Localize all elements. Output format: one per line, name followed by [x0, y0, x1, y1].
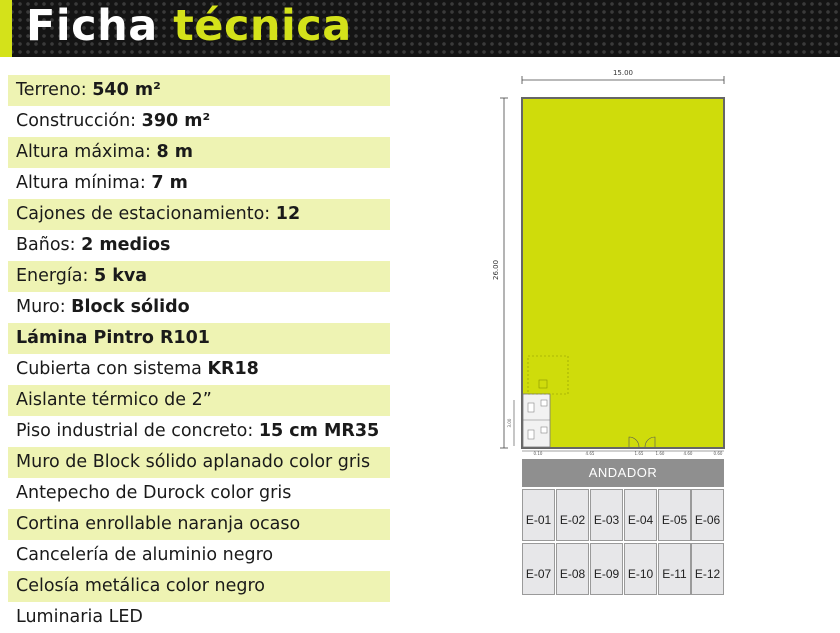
parking-stall: E-10 — [624, 543, 657, 595]
toilet-icon — [528, 430, 534, 439]
sink-icon — [541, 427, 547, 433]
spec-label: Antepecho de Durock color gris — [16, 483, 292, 503]
parking-stall: E-12 — [691, 543, 724, 595]
spec-label: Baños: — [16, 235, 82, 255]
bottom-dim-label: 4.60 — [683, 451, 693, 456]
bottom-dim-label: 0.60 — [713, 451, 723, 456]
spec-label: Terreno: — [16, 80, 93, 100]
parking-area — [522, 489, 724, 595]
spec-value: 5 kva — [93, 266, 148, 286]
width-dimension-label: 15.00 — [612, 69, 634, 77]
spec-value: 12 — [275, 204, 301, 224]
parking-stall: E-01 — [522, 489, 555, 541]
spec-value: Block sólido — [71, 297, 190, 317]
spec-label: Cancelería de aluminio negro — [16, 545, 274, 565]
spec-value: 390 m² — [141, 111, 211, 131]
warehouse-floor — [523, 99, 723, 447]
spec-label: Muro de Block sólido aplanado color gris — [16, 452, 371, 472]
spec-label: Luminaria LED — [16, 607, 143, 627]
spec-value: Lámina Pintro R101 — [16, 328, 210, 348]
spec-label: Piso industrial de concreto: — [16, 421, 259, 441]
spec-value: 540 m² — [92, 80, 161, 100]
spec-value: 8 m — [156, 142, 194, 162]
parking-stall: E-09 — [590, 543, 623, 595]
spec-label: Altura máxima: — [16, 142, 157, 162]
spec-label: Cubierta con sistema — [16, 359, 208, 379]
spec-value: 15 cm MR35 — [258, 421, 380, 441]
spec-value: KR18 — [207, 359, 259, 379]
bottom-dim-label: 0.10 — [533, 451, 543, 456]
title-part-2: técnica — [173, 1, 352, 51]
spec-label: Celosía metálica color negro — [16, 576, 265, 596]
parking-stall: E-02 — [556, 489, 589, 541]
parking-stall: E-05 — [658, 489, 691, 541]
spec-label: Altura mínima: — [16, 173, 152, 193]
parking-stall: E-07 — [522, 543, 555, 595]
bottom-dim-label: 1.60 — [655, 451, 665, 456]
depth-dimension — [492, 98, 508, 448]
width-dimension — [522, 69, 724, 84]
spec-label: Muro: — [16, 297, 72, 317]
spec-label: Construcción: — [16, 111, 142, 131]
bottom-dim-label: 1.65 — [634, 451, 644, 456]
parking-stall: E-04 — [624, 489, 657, 541]
spec-label: Energía: — [16, 266, 94, 286]
bottom-dim-label: 4.65 — [585, 451, 595, 456]
toilet-icon — [528, 403, 534, 412]
spec-label: Cortina enrollable naranja ocaso — [16, 514, 301, 534]
parking-stall: E-03 — [590, 489, 623, 541]
title-part-1: Ficha — [26, 1, 158, 51]
parking-stall: E-08 — [556, 543, 589, 595]
spec-value: 2 medios — [81, 235, 171, 255]
parking-stall: E-06 — [691, 489, 724, 541]
sink-icon — [541, 400, 547, 406]
spec-label: Cajones de estacionamiento: — [16, 204, 276, 224]
andador-label: ANDADOR — [522, 459, 724, 487]
depth-dimension-label: 26.00 — [492, 259, 500, 281]
restroom-dimension-label: 3.00 — [507, 418, 512, 428]
spec-value: 7 m — [151, 173, 188, 193]
spec-label: Aislante térmico de 2” — [16, 390, 212, 410]
parking-stall: E-11 — [658, 543, 691, 595]
